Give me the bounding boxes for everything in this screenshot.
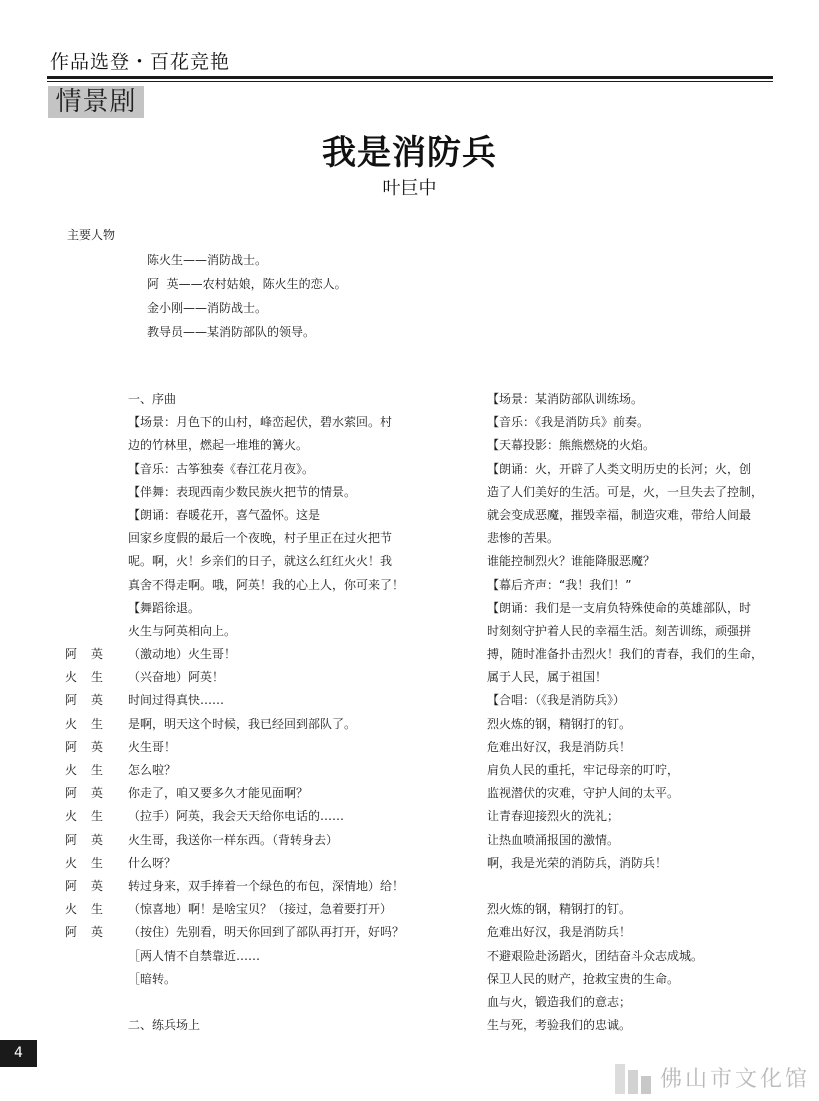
dialogue-text: 转过身来，双手捧着一个绿色的布包，深情地）给！ [128,878,405,893]
lyric-line: 啊，我是光荣的消防兵，消防兵！ [487,855,668,870]
lyric-line: 肩负人民的重托，牢记母亲的叮咛， [487,763,680,777]
stage-direction: 【舞蹈徐退。 [128,600,201,615]
speaker-name: 阿英 [65,925,118,940]
speaker-name: 阿英 [65,739,118,754]
stage-direction: 边的竹林里，燃起一堆堆的篝火。 [128,438,309,453]
recitation-line: 呢。啊，火！乡亲们的日子，就这么红红火火！我 [128,554,393,569]
text-line: 【朗诵：我们是一支肩负特殊使命的英雄部队，时 [487,600,752,615]
lyric-line: 监视潜伏的灾难，守护人间的太平。 [487,786,680,801]
lyric-line: 危难出好汉，我是消防兵！ [487,739,632,754]
character-item: 陈火生——消防战士。 [147,253,268,267]
speaker-name: 火生 [65,716,118,731]
text-line: 【朗诵：火，开辟了人类文明历史的长河；火，创 [487,461,752,476]
left-column [65,389,410,1038]
section-heading: 一、序曲 [128,392,177,406]
dialogue-line [65,806,410,829]
lyric-line: 让青春迎接烈火的洗礼； [487,809,620,824]
dialogue-text: （拉手）阿英，我会天天给你电话的…… [128,809,345,824]
section-heading: 二、练兵场上 [128,1018,201,1033]
dialogue-text: 火生哥，我送你一样东西。（背转身去） [128,832,339,847]
text-line: 【天幕投影：熊熊燃烧的火焰。 [487,438,656,453]
lyric-line: 危难出好汉，我是消防兵！ [487,925,632,940]
recitation-line: 回家乡度假的最后一个夜晚，村子里正在过火把节 [128,531,393,546]
speaker-name: 阿英 [65,693,118,708]
character-item: 金小刚——消防战士。 [147,301,268,315]
speaker-name: 阿英 [65,832,118,847]
dialogue-line [65,876,410,899]
characters-list [147,251,347,347]
watermark-bar-icon [615,1064,625,1094]
stage-direction: 【场景：月色下的山村，峰峦起伏，碧水萦回。村 [128,415,393,430]
header-rule-thick [47,76,773,79]
recitation-line: 【朗诵：春暖花开，喜气盈怀。这是 [128,507,321,522]
stage-direction: 【音乐：古筝独奏《春江花月夜》。 [128,461,315,476]
speaker-name: 阿英 [65,647,118,662]
dialogue-line [65,830,410,853]
watermark-text: 佛山市文化馆 [660,1067,811,1092]
speaker-name: 火生 [65,855,118,870]
author-name: 叶巨中 [382,178,437,199]
lyric-line: 生与死，考验我们的忠诚。 [487,1018,632,1033]
dialogue-line [65,667,410,690]
speaker-name: 火生 [65,902,118,917]
column-title: 作品选登・百花竞艳 [50,51,231,73]
text-line: 【音乐：《我是消防兵》前奏。 [487,415,650,430]
stage-direction: 火生与阿英相向上。 [128,623,237,638]
recitation-line: 真舍不得走啊。哦，阿英！我的心上人，你可来了！ [128,577,405,592]
watermark-bar-icon [641,1076,651,1094]
category-label: 情景剧 [48,86,144,118]
dialogue-text: （惊喜地）啊！是啥宝贝？（接过，急着要打开） [128,902,393,917]
text-line: 就会变成恶魔，摧毁幸福，制造灾难，带给人间最 [487,507,752,522]
text-line: 【场景：某消防部队训练场。 [487,392,644,406]
stage-direction: 【伴舞：表现西南少数民族火把节的情景。 [128,484,357,499]
character-item: 教导员——某消防部队的领导。 [147,325,316,339]
speaker-name: 火生 [65,763,118,777]
text-line: 搏，随时准备扑击烈火！我们的青春，我们的生命， [487,647,764,662]
lyric-line: 烈火炼的钢，精钢打的钉。 [487,902,632,917]
lyric-line: 烈火炼的钢，精钢打的钉。 [487,716,632,731]
lyric-line: 血与火，锻造我们的意志； [487,994,632,1009]
dialogue-text: 你走了，咱又要多久才能见面啊？ [128,786,309,801]
text-line: 【幕后齐声：“我！我们！” [487,577,632,592]
dialogue-line [65,760,410,783]
dialogue-line [65,714,410,737]
text-line: 悲惨的苦果。 [487,531,560,546]
lyric-line: 保卫人民的财产，抢救宝贵的生命。 [487,971,680,986]
spacer [65,992,410,1015]
dialogue-text: 火生哥！ [128,739,177,754]
lyric-line: 让热血喷涌报国的激情。 [487,832,620,847]
dialogue-text: 什么呀？ [128,855,177,870]
dialogue-text: 怎么啦？ [128,763,177,777]
text-line: 时刻刻守护着人民的幸福生活。刻苦训练，顽强拼 [487,623,752,638]
characters-heading: 主要人物 [67,228,116,242]
text-line: 谁能控制烈火？谁能降服恶魔？ [487,554,656,569]
stage-direction: ［两人情不自禁靠近…… [128,948,261,963]
dialogue-text: 时间过得真快…… [128,693,225,708]
spacer [487,876,777,899]
dialogue-text: 是啊，明天这个时候，我已经回到部队了。 [128,716,357,731]
speaker-name: 火生 [65,809,118,824]
right-column [487,389,777,1038]
character-item: 阿 英——农村姑娘，陈火生的恋人。 [147,277,347,291]
dialogue-line [65,783,410,806]
play-title: 我是消防兵 [322,133,497,173]
dialogue-line [65,853,410,876]
text-line: 造了人们美好的生活。可是，火，一旦失去了控制， [487,484,764,499]
watermark-bar-icon [628,1070,638,1094]
dialogue-line [65,922,410,945]
dialogue-line [65,644,410,667]
text-line: 【合唱：（《我是消防兵》） [487,693,626,708]
speaker-name: 火生 [65,670,118,685]
text-line: 属于人民，属于祖国！ [487,670,608,685]
dialogue-text: （激动地）火生哥！ [128,647,237,662]
speaker-name: 阿英 [65,786,118,801]
dialogue-line [65,737,410,760]
stage-direction: ［暗转。 [128,971,177,986]
dialogue-text: （按住）先别看，明天你回到了部队再打开，好吗？ [128,925,405,940]
dialogue-text: （兴奋地）阿英！ [128,670,225,685]
page-number: 4 [0,1040,37,1067]
speaker-name: 阿英 [65,878,118,893]
dialogue-line [65,899,410,922]
lyric-line: 不避艰险赴汤蹈火，团结奋斗众志成城。 [487,948,704,963]
dialogue-line [65,690,410,713]
header-rule-thin [47,81,773,82]
